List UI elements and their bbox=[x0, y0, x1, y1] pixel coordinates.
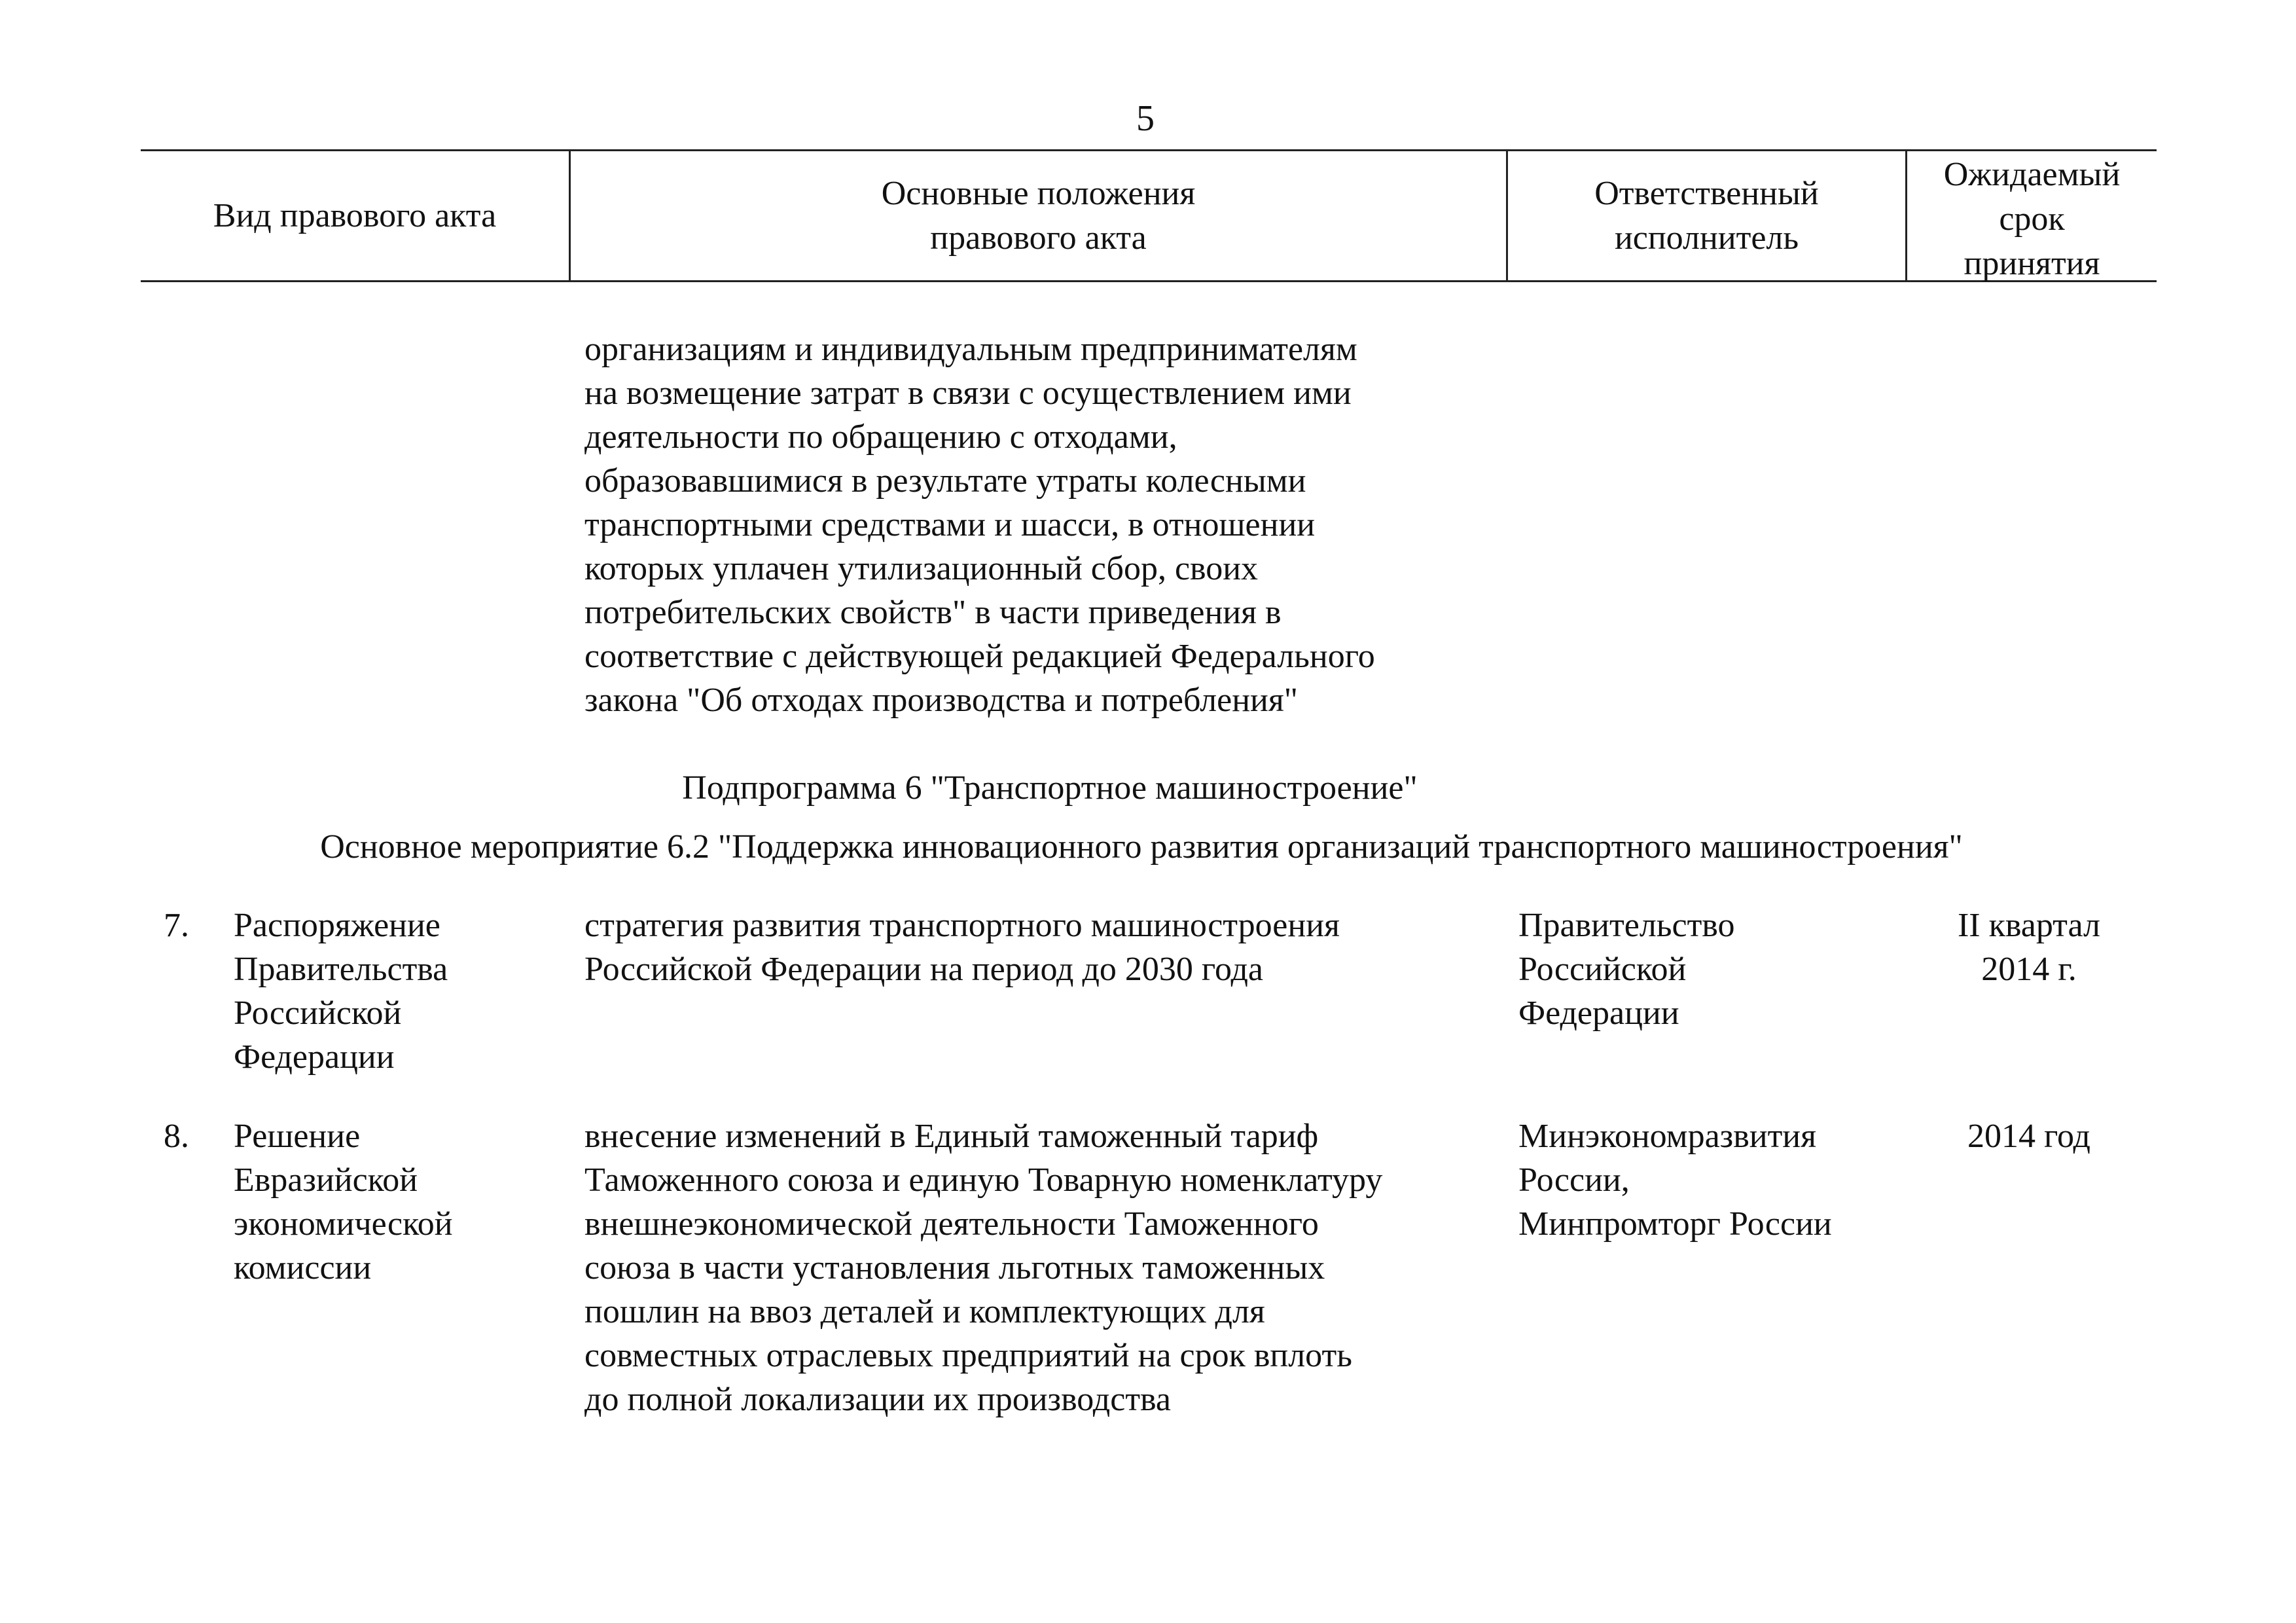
continuation-text: организациям и индивидуальным предпринимателям на возмещение затрат в связи с осуществлением ими деятельности по обращению с отходами, образовавшимися в результате утраты колесными транспортными средствами и шасси, в отношении которых уплачен утилизационный сбор, своих потребительских свойств" в части приведения в соответствие с действующей редакцией Федерального закона "Об отходах производства и потребления" bbox=[584, 331, 1375, 719]
header-responsible bbox=[1506, 151, 1905, 280]
page-number: 5 bbox=[1136, 98, 1155, 139]
subprogram-title: Подпрограмма 6 "Транспортное машиностроение" bbox=[682, 769, 1418, 807]
row-provisions: стратегия развития транспортного машиностроения Российской Федерации на период до 2030 года bbox=[584, 907, 1340, 988]
header-col3-line1: Ответственный bbox=[1594, 174, 1819, 212]
row-provisions: внесение изменений в Единый таможенный тариф Таможенного союза и единую Товарную номенклатуру внешнеэкономической деятельности Таможенного союза в части установления льготных таможенных пошлин на ввоз деталей и комплектующих для совместных отраслевых предприятий на срок вплоть до полной локализации их производства bbox=[584, 1118, 1383, 1418]
header-main-provisions bbox=[569, 151, 1506, 280]
header-col2-line2: правового акта bbox=[930, 219, 1147, 257]
row-responsible: Минэкономразвития России, Минпромторг России bbox=[1518, 1118, 1832, 1243]
header-col3-line2: исполнитель bbox=[1614, 219, 1799, 257]
row-number: 7. bbox=[164, 907, 189, 944]
row-act-type: Распоряжение Правительства Российской Федерации bbox=[234, 907, 448, 1076]
measure-title: Основное мероприятие 6.2 "Поддержка инновационного развития организаций транспортного машиностроения" bbox=[320, 828, 1963, 866]
header-col4-line2: срок bbox=[1999, 200, 2065, 238]
header-col4-line1: Ожидаемый bbox=[1943, 155, 2121, 193]
header-col1-line1: Вид правового акта bbox=[213, 196, 497, 234]
table-header bbox=[141, 149, 2157, 282]
header-expected-term bbox=[1905, 151, 2157, 280]
header-col2-line1: Основные положения bbox=[881, 174, 1196, 212]
row-term: II квартал 2014 г. bbox=[1957, 907, 2100, 988]
row-act-type: Решение Евразийской экономической комиссии bbox=[234, 1118, 453, 1286]
header-legal-act-type bbox=[141, 151, 569, 280]
row-term: 2014 год bbox=[1967, 1118, 2090, 1155]
row-responsible: Правительство Российской Федерации bbox=[1518, 907, 1735, 1032]
header-col4-line3: принятия bbox=[1964, 244, 2100, 282]
row-number: 8. bbox=[164, 1118, 189, 1155]
